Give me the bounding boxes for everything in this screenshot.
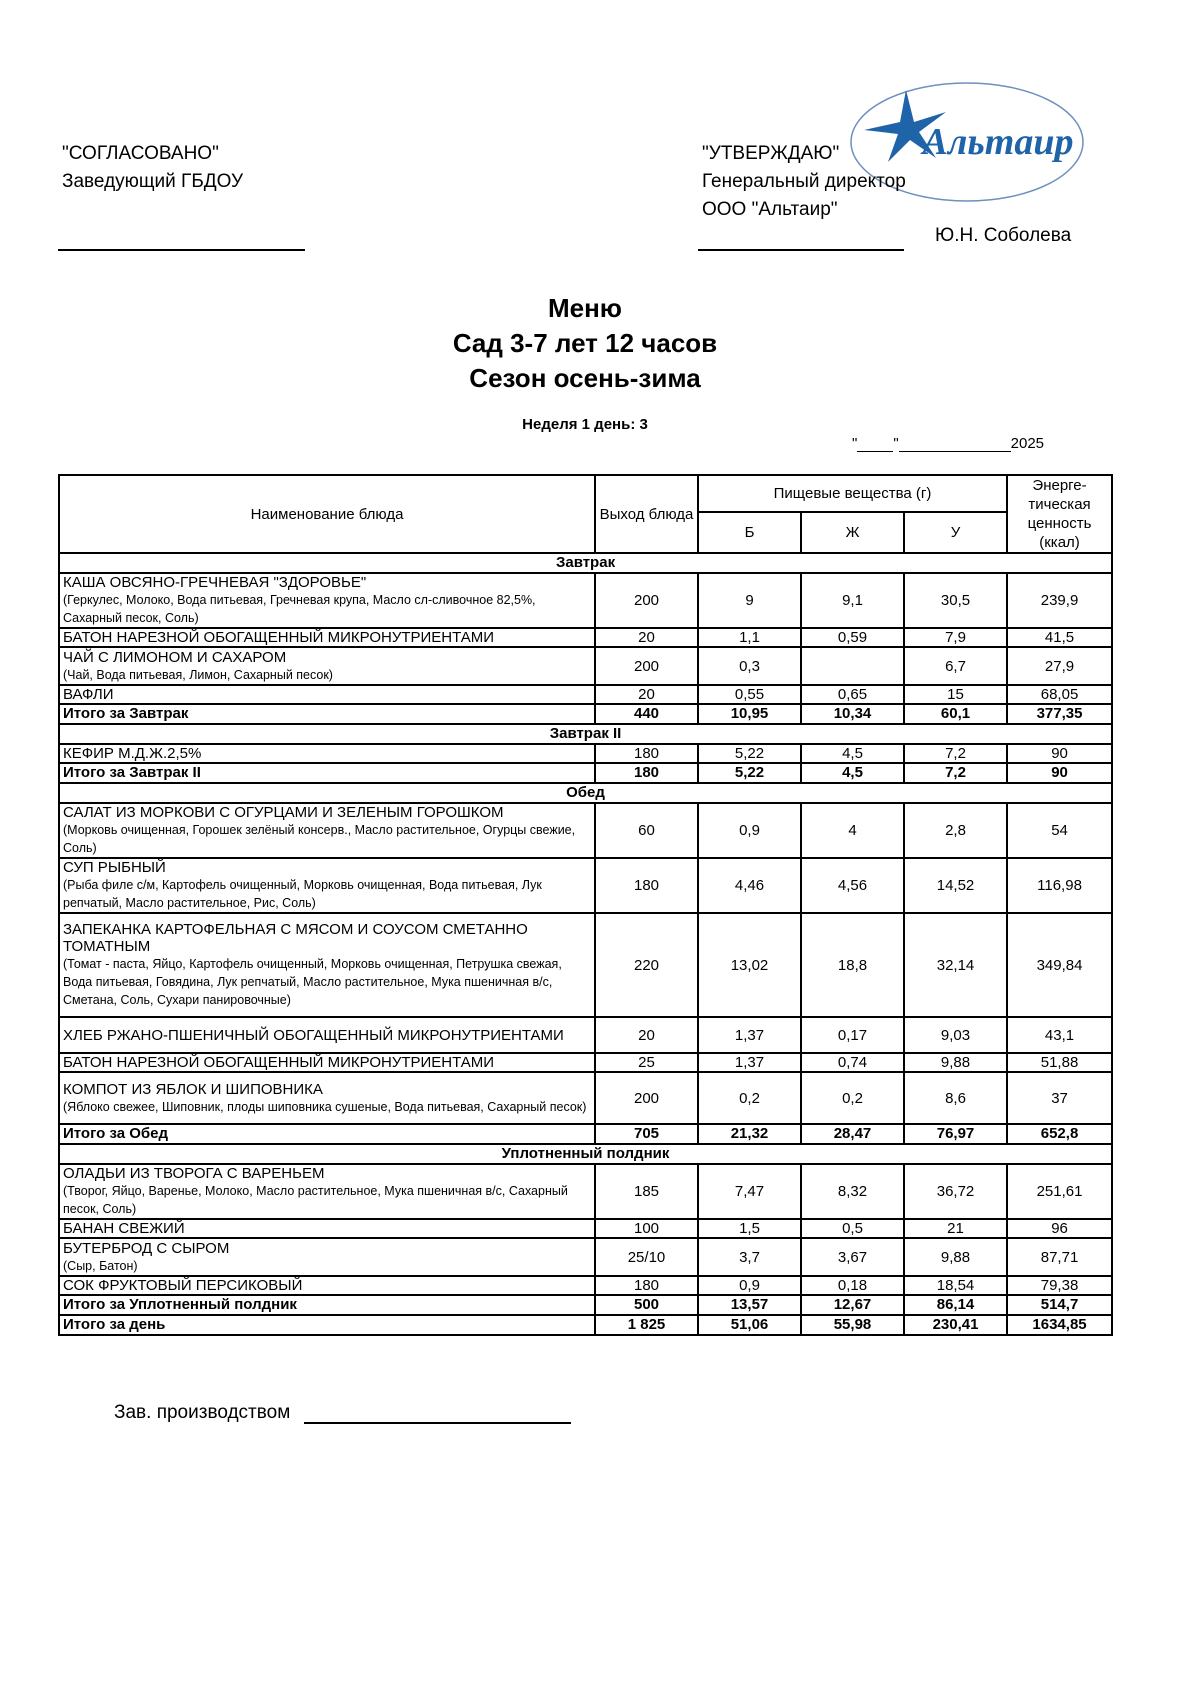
table-row: [59, 1238, 1112, 1276]
dish-cell: [59, 1017, 595, 1053]
protein-cell: 0,55: [698, 685, 801, 704]
header-energy: Энерге-тическая ценность (ккал): [1007, 475, 1112, 553]
table-row: [59, 858, 1112, 913]
carbs-cell: 7,9: [904, 628, 1007, 647]
protein-cell: 0,2: [698, 1072, 801, 1124]
fat-cell: 8,32: [801, 1164, 904, 1219]
output-cell: 185: [595, 1164, 698, 1219]
output-cell: 180: [595, 744, 698, 763]
output-cell: 20: [595, 685, 698, 704]
total-protein: 10,95: [698, 704, 801, 724]
total-output: 500: [595, 1295, 698, 1315]
fat-cell: 0,65: [801, 685, 904, 704]
dish-name: БУТЕРБРОД С СЫРОМ: [63, 1239, 230, 1257]
carbs-cell: 8,6: [904, 1072, 1007, 1124]
fat-cell: 0,74: [801, 1053, 904, 1072]
dish-name: БАТОН НАРЕЗНОЙ ОБОГАЩЕННЫЙ МИКРОНУТРИЕНТАМИ: [63, 1054, 495, 1071]
approval-left-title: "СОГЛАСОВАНО": [62, 143, 219, 164]
fat-cell: 0,59: [801, 628, 904, 647]
total-fat: 4,5: [801, 763, 904, 783]
director-name: Ю.Н. Соболева: [935, 225, 1072, 246]
energy-cell: 68,05: [1007, 685, 1112, 704]
approval-right-company: ООО "Альтаир": [702, 199, 838, 220]
fat-cell: 0,18: [801, 1276, 904, 1295]
total-label: Итого за Уплотненный полдник: [59, 1295, 595, 1315]
energy-cell: 43,1: [1007, 1017, 1112, 1053]
fat-cell: 3,67: [801, 1238, 904, 1276]
section-header-row: [59, 553, 1112, 573]
total-protein: 21,32: [698, 1124, 801, 1144]
dish-ingredients: (Творог, Яйцо, Варенье, Молоко, Масло растительное, Мука пшеничная в/с, Сахарный песок, Соль): [63, 1184, 568, 1216]
total-output: 180: [595, 763, 698, 783]
carbs-cell: 9,88: [904, 1053, 1007, 1072]
day-total-label: Итого за день: [59, 1315, 595, 1335]
carbs-cell: 6,7: [904, 647, 1007, 685]
dish-cell: [59, 803, 595, 858]
total-fat: 10,34: [801, 704, 904, 724]
approval-right-title: "УТВЕРЖДАЮ": [702, 143, 840, 164]
dish-name: БАНАН СВЕЖИЙ: [63, 1220, 185, 1237]
carbs-cell: 2,8: [904, 803, 1007, 858]
total-energy: 652,8: [1007, 1124, 1112, 1144]
table-row: [59, 1164, 1112, 1219]
dish-cell: [59, 858, 595, 913]
section-title: Уплотненный полдник: [59, 1144, 1112, 1164]
table-row: [59, 1276, 1112, 1295]
dish-cell: [59, 744, 595, 763]
dish-ingredients: (Морковь очищенная, Горошек зелёный консерв., Масло растительное, Огурцы свежие, Соль): [63, 823, 576, 855]
day-total-output: 1 825: [595, 1315, 698, 1335]
dish-ingredients: (Томат - паста, Яйцо, Картофель очищенный, Морковь очищенная, Петрушка свежая, Вода питьевая, Говядина, Лук репчатый, Масло растительное, Мука пшеничная в/с, Сметана, Соль, Сухари панировочные): [63, 957, 562, 1007]
dish-name: ЧАЙ С ЛИМОНОМ И САХАРОМ: [63, 648, 287, 666]
header-output: Выход блюда: [595, 475, 698, 553]
output-cell: 200: [595, 647, 698, 685]
fat-cell: [801, 647, 904, 685]
approval-left: [62, 140, 243, 196]
approval-right-position: Генеральный директор: [702, 171, 906, 192]
dish-cell: [59, 647, 595, 685]
date-year: 2025: [1010, 435, 1045, 452]
total-carbs: 76,97: [904, 1124, 1007, 1144]
energy-cell: 87,71: [1007, 1238, 1112, 1276]
dish-name: ОЛАДЬИ ИЗ ТВОРОГА С ВАРЕНЬЕМ: [63, 1165, 325, 1182]
output-cell: 60: [595, 803, 698, 858]
total-energy: 90: [1007, 763, 1112, 783]
dish-name: КЕФИР М.Д.Ж.2,5%: [63, 745, 202, 762]
fat-cell: 0,2: [801, 1072, 904, 1124]
total-carbs: 86,14: [904, 1295, 1007, 1315]
total-label: Итого за Завтрак II: [59, 763, 595, 783]
protein-cell: 5,22: [698, 744, 801, 763]
fat-cell: 4,5: [801, 744, 904, 763]
day-total-row: [59, 1315, 1112, 1335]
total-fat: 28,47: [801, 1124, 904, 1144]
day-total-carbs: 230,41: [904, 1315, 1007, 1335]
carbs-cell: 7,2: [904, 744, 1007, 763]
table-row: [59, 685, 1112, 704]
energy-cell: 349,84: [1007, 913, 1112, 1017]
production-manager: [114, 1402, 571, 1424]
output-cell: 20: [595, 1017, 698, 1053]
signature-line-left: [58, 249, 305, 251]
header-protein: Б: [698, 512, 801, 553]
protein-cell: 1,37: [698, 1053, 801, 1072]
fat-cell: 4,56: [801, 858, 904, 913]
production-manager-label: Зав. производством: [114, 1402, 291, 1423]
output-cell: 20: [595, 628, 698, 647]
dish-ingredients: (Яблоко свежее, Шиповник, плоды шиповника сушеные, Вода питьевая, Сахарный песок): [63, 1099, 587, 1114]
section-total-row: [59, 763, 1112, 783]
energy-cell: 37: [1007, 1072, 1112, 1124]
section-total-row: [59, 1295, 1112, 1315]
fat-cell: 0,5: [801, 1219, 904, 1238]
table-row: [59, 1072, 1112, 1124]
total-energy: 514,7: [1007, 1295, 1112, 1315]
protein-cell: 0,3: [698, 647, 801, 685]
energy-cell: 251,61: [1007, 1164, 1112, 1219]
dish-name: КАША ОВСЯНО-ГРЕЧНЕВАЯ "ЗДОРОВЬЕ": [63, 574, 367, 591]
table-row: [59, 628, 1112, 647]
fat-cell: 9,1: [801, 573, 904, 628]
protein-cell: 4,46: [698, 858, 801, 913]
carbs-cell: 21: [904, 1219, 1007, 1238]
date-field: " " 2025: [852, 435, 1045, 452]
energy-cell: 239,9: [1007, 573, 1112, 628]
header-carbs: У: [904, 512, 1007, 553]
carbs-cell: 18,54: [904, 1276, 1007, 1295]
energy-cell: 27,9: [1007, 647, 1112, 685]
total-energy: 377,35: [1007, 704, 1112, 724]
carbs-cell: 36,72: [904, 1164, 1007, 1219]
header-fat: Ж: [801, 512, 904, 553]
logo-text: Альтаир: [922, 121, 1074, 163]
dish-ingredients: (Сыр, Батон): [63, 1258, 138, 1273]
menu-table: [58, 474, 1113, 1336]
carbs-cell: 15: [904, 685, 1007, 704]
approval-right: [702, 140, 906, 224]
dish-cell: [59, 685, 595, 704]
fat-cell: 0,17: [801, 1017, 904, 1053]
energy-cell: 79,38: [1007, 1276, 1112, 1295]
total-fat: 12,67: [801, 1295, 904, 1315]
output-cell: 100: [595, 1219, 698, 1238]
output-cell: 200: [595, 573, 698, 628]
fat-cell: 4: [801, 803, 904, 858]
day-total-energy: 1634,85: [1007, 1315, 1112, 1335]
output-cell: 200: [595, 1072, 698, 1124]
dish-cell: [59, 1164, 595, 1219]
table-row: [59, 1017, 1112, 1053]
day-total-fat: 55,98: [801, 1315, 904, 1335]
energy-cell: 96: [1007, 1219, 1112, 1238]
section-title: Завтрак: [59, 553, 1112, 573]
energy-cell: 54: [1007, 803, 1112, 858]
section-total-row: [59, 704, 1112, 724]
dish-name: СУП РЫБНЫЙ: [63, 859, 166, 876]
dish-cell: [59, 913, 595, 1017]
table-row: [59, 913, 1112, 1017]
total-carbs: 60,1: [904, 704, 1007, 724]
protein-cell: 0,9: [698, 803, 801, 858]
carbs-cell: 9,88: [904, 1238, 1007, 1276]
total-label: Итого за Завтрак: [59, 704, 595, 724]
energy-cell: 41,5: [1007, 628, 1112, 647]
dish-name: САЛАТ ИЗ МОРКОВИ С ОГУРЦАМИ И ЗЕЛЕНЫМ ГОРОШКОМ: [63, 804, 504, 821]
dish-cell: [59, 1072, 595, 1124]
energy-cell: 90: [1007, 744, 1112, 763]
total-protein: 5,22: [698, 763, 801, 783]
table-row: [59, 573, 1112, 628]
total-carbs: 7,2: [904, 763, 1007, 783]
output-cell: 220: [595, 913, 698, 1017]
dish-name: ХЛЕБ РЖАНО-ПШЕНИЧНЫЙ ОБОГАЩЕННЫЙ МИКРОНУТРИЕНТАМИ: [63, 1026, 564, 1044]
dish-name: БАТОН НАРЕЗНОЙ ОБОГАЩЕННЫЙ МИКРОНУТРИЕНТАМИ: [63, 629, 495, 646]
dish-cell: [59, 1276, 595, 1295]
menu-subtitle-season: Сезон осень-зима: [469, 363, 701, 393]
signature-line-right: [698, 249, 904, 251]
protein-cell: 0,9: [698, 1276, 801, 1295]
dish-cell: [59, 1053, 595, 1072]
section-title: Завтрак II: [59, 724, 1112, 744]
dish-cell: [59, 1219, 595, 1238]
day-total-protein: 51,06: [698, 1315, 801, 1335]
header-dish-name: Наименование блюда: [59, 475, 595, 553]
header-nutrients: Пищевые вещества (г): [698, 475, 1007, 512]
carbs-cell: 32,14: [904, 913, 1007, 1017]
energy-cell: 51,88: [1007, 1053, 1112, 1072]
table-row: [59, 647, 1112, 685]
protein-cell: 9: [698, 573, 801, 628]
dish-name: КОМПОТ ИЗ ЯБЛОК И ШИПОВНИКА: [63, 1080, 323, 1098]
section-total-row: [59, 1124, 1112, 1144]
protein-cell: 1,37: [698, 1017, 801, 1053]
dish-ingredients: (Рыба филе с/м, Картофель очищенный, Морковь очищенная, Вода питьевая, Лук репчатый, Масло растительное, Рис, Соль): [63, 878, 542, 910]
dish-ingredients: (Геркулес, Молоко, Вода питьевая, Гречневая крупа, Масло сл-сливочное 82,5%, Сахарный песок, Соль): [63, 593, 536, 625]
section-header-row: [59, 1144, 1112, 1164]
energy-cell: 116,98: [1007, 858, 1112, 913]
section-header-row: [59, 724, 1112, 744]
total-output: 705: [595, 1124, 698, 1144]
dish-ingredients: (Чай, Вода питьевая, Лимон, Сахарный песок): [63, 667, 333, 682]
output-cell: 180: [595, 858, 698, 913]
dish-name: ВАФЛИ: [63, 686, 114, 703]
dish-name: ЗАПЕКАНКА КАРТОФЕЛЬНАЯ С МЯСОМ И СОУСОМ СМЕТАННО ТОМАТНЫМ: [63, 921, 528, 955]
carbs-cell: 30,5: [904, 573, 1007, 628]
output-cell: 25: [595, 1053, 698, 1072]
week-day: Неделя 1 день: 3: [522, 416, 648, 433]
protein-cell: 3,7: [698, 1238, 801, 1276]
table-row: [59, 1219, 1112, 1238]
menu-body: [59, 553, 1112, 1335]
protein-cell: 1,5: [698, 1219, 801, 1238]
protein-cell: 13,02: [698, 913, 801, 1017]
table-row: [59, 803, 1112, 858]
total-label: Итого за Обед: [59, 1124, 595, 1144]
approval-left-position: Заведующий ГБДОУ: [62, 171, 244, 192]
section-title: Обед: [59, 783, 1112, 803]
protein-cell: 7,47: [698, 1164, 801, 1219]
table-row: [59, 1053, 1112, 1072]
total-output: 440: [595, 704, 698, 724]
output-cell: 180: [595, 1276, 698, 1295]
table-row: [59, 744, 1112, 763]
menu-title: Меню: [547, 293, 623, 323]
carbs-cell: 9,03: [904, 1017, 1007, 1053]
dish-cell: [59, 628, 595, 647]
signature-line-footer: [304, 1404, 571, 1424]
output-cell: 25/10: [595, 1238, 698, 1276]
section-header-row: [59, 783, 1112, 803]
menu-subtitle-group: Сад 3-7 лет 12 часов: [452, 328, 718, 358]
dish-cell: [59, 573, 595, 628]
total-protein: 13,57: [698, 1295, 801, 1315]
fat-cell: 18,8: [801, 913, 904, 1017]
dish-name: СОК ФРУКТОВЫЙ ПЕРСИКОВЫЙ: [63, 1277, 303, 1294]
dish-cell: [59, 1238, 595, 1276]
protein-cell: 1,1: [698, 628, 801, 647]
carbs-cell: 14,52: [904, 858, 1007, 913]
